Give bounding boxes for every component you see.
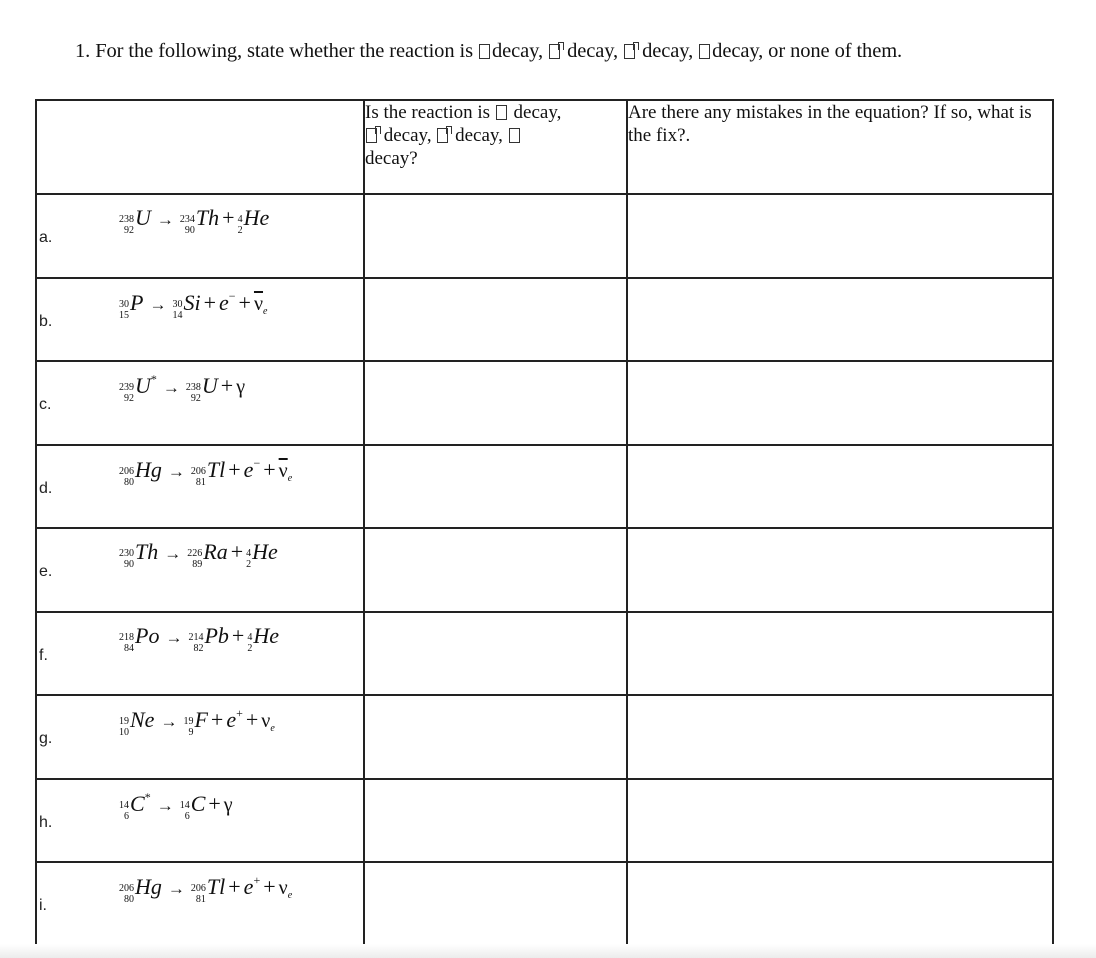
arrow-icon: → [156, 210, 174, 229]
missing-glyph-box [699, 44, 710, 59]
decay-word-last: decay, or none of them. [712, 40, 903, 62]
equation-cell [36, 278, 364, 362]
missing-glyph-box [366, 128, 377, 143]
answer-decay-type-cell[interactable] [364, 695, 627, 779]
arrow-icon: → [167, 879, 185, 898]
equation-cell [36, 445, 364, 529]
answer-mistakes-cell[interactable] [627, 278, 1053, 362]
nuclide: 234 90 Th [179, 205, 220, 236]
nuclide: 214 82 Pb [188, 622, 229, 654]
electron: e [243, 456, 254, 482]
nuclide: 19 10 Ne [119, 707, 155, 738]
arrow-icon: → [165, 627, 183, 647]
answer-decay-type-cell[interactable] [364, 528, 627, 612]
nuclear-equation: 230 90 Th → 226 89 Ra + 4 2 He [119, 539, 278, 570]
header-row [36, 100, 1053, 194]
missing-glyph-box [437, 128, 448, 143]
reaction-row [36, 528, 1053, 612]
row-label: e. [39, 563, 53, 580]
nuclide: 4 2 He [237, 205, 270, 236]
equation-cell [36, 361, 364, 445]
nuclear-equation: 238 92 U → 234 90 Th + 4 2 He [119, 205, 270, 236]
nuclide: 14 6 C [119, 790, 145, 822]
decay-word: decay, [492, 40, 544, 62]
answer-decay-type-cell[interactable] [364, 278, 627, 362]
answer-mistakes-cell[interactable] [627, 862, 1053, 946]
answer-decay-type-cell[interactable] [364, 862, 627, 946]
equation-cell [36, 194, 364, 278]
answer-mistakes-cell[interactable] [627, 445, 1053, 529]
reaction-row [36, 445, 1053, 529]
missing-glyph-box [479, 44, 490, 59]
answer-mistakes-cell[interactable] [627, 695, 1053, 779]
nuclear-equation: 19 10 Ne → 19 9 $F + e^+ + \nu_e$ [119, 706, 275, 738]
answer-mistakes-cell[interactable] [627, 194, 1053, 278]
arrow-icon: → [160, 712, 178, 731]
answer-decay-type-cell[interactable] [364, 194, 627, 278]
answer-mistakes-cell[interactable] [627, 779, 1053, 863]
header-mistakes: Are there any mistakes in the equation? If so, what is the fix?. [627, 100, 1053, 194]
question-number: 1. [75, 40, 91, 62]
electron: e [226, 707, 237, 732]
question-prompt [75, 40, 902, 63]
equation-cell [36, 528, 364, 612]
row-label: h. [39, 813, 53, 831]
answer-decay-type-cell[interactable] [364, 779, 627, 863]
nuclide: 4 2 He [247, 622, 279, 654]
nuclide: 238 92 U [185, 373, 218, 404]
answer-mistakes-cell[interactable] [627, 528, 1053, 612]
answer-mistakes-cell[interactable] [627, 612, 1053, 696]
worksheet-table [35, 99, 1054, 947]
nuclide: 30 15 P [119, 289, 144, 321]
nuclide: 206 81 Tl [190, 874, 226, 905]
reaction-row [36, 862, 1053, 946]
equation-cell [36, 612, 364, 696]
gamma: γ [236, 376, 246, 398]
neutrino: $\overline{\nu}$ [278, 459, 288, 482]
arrow-icon: → [164, 544, 182, 563]
nuclide: 206 81 Tl [190, 456, 226, 488]
nuclide: 30 14 Si [172, 289, 201, 321]
row-label: b. [39, 312, 53, 330]
row-label: c. [39, 396, 52, 413]
row-label: i. [39, 897, 47, 914]
question-text: For the following, state whether the reaction is [95, 40, 473, 62]
missing-glyph-box [549, 44, 560, 59]
nuclide: 218 84 Po [119, 622, 160, 654]
nuclide: 239 92 U [119, 373, 151, 404]
nuclide: 238 92 U [119, 205, 151, 236]
nuclide: 4 2 He [246, 539, 278, 570]
equation-cell [36, 779, 364, 863]
row-label: a. [39, 229, 53, 246]
row-label: d. [39, 479, 53, 497]
arrow-icon: → [162, 378, 180, 397]
row-label: f. [39, 646, 48, 664]
nuclide: 230 90 Th [119, 539, 159, 570]
electron: e [243, 874, 254, 899]
arrow-icon: → [167, 461, 185, 481]
row-label: g. [39, 730, 53, 747]
equation-cell [36, 695, 364, 779]
reaction-row [36, 361, 1053, 445]
nuclide: 19 9 F [183, 707, 208, 738]
missing-glyph-box [624, 44, 635, 59]
nuclear-equation: 218 84 Po → 214 82 Pb + 4 2 He [119, 622, 279, 654]
reaction-row [36, 612, 1053, 696]
header-decay-type: Is the reaction is decay, decay, decay, decay? [364, 100, 627, 194]
reaction-row [36, 695, 1053, 779]
nuclide: 206 80 Hg [119, 874, 162, 905]
neutrino: $\overline{\nu}$ [253, 292, 264, 315]
nuclear-equation: 206 80 Hg → 206 81 $Tl + e^+ + \nu_e$ [119, 873, 293, 905]
decay-word: decay, [567, 40, 619, 62]
electron: e [219, 289, 229, 315]
decay-word: decay, [642, 40, 694, 62]
answer-decay-type-cell[interactable] [364, 445, 627, 529]
answer-decay-type-cell[interactable] [364, 612, 627, 696]
gamma: γ [223, 793, 233, 816]
reaction-row [36, 194, 1053, 278]
reaction-row [36, 779, 1053, 863]
arrow-icon: → [156, 795, 174, 815]
nuclear-equation: 30 15 P → 30 14 $Si + e^- + \overline{\nu}_e$ [119, 288, 268, 321]
neutrino: ν [261, 710, 271, 732]
equation-cell [36, 862, 364, 946]
nuclear-equation: 206 80 Hg → 206 81 $Tl + e^- + \overline{\nu}_e$ [119, 455, 293, 488]
nuclide: 206 80 Hg [119, 456, 162, 488]
neutrino: ν [278, 877, 288, 899]
nuclear-equation: 14 6 C* → 14 6 C + γ [119, 789, 233, 822]
missing-glyph-box [509, 128, 520, 143]
page-bottom-shadow [0, 944, 1096, 958]
answer-decay-type-cell[interactable] [364, 361, 627, 445]
reaction-row [36, 278, 1053, 362]
missing-glyph-box [496, 105, 507, 120]
nuclide: 226 89 Ra [187, 539, 228, 570]
nuclear-equation: 239 92 U* → 238 92 U + γ [119, 372, 246, 404]
answer-mistakes-cell[interactable] [627, 361, 1053, 445]
nuclide: 14 6 C [179, 790, 206, 822]
header-empty-cell [36, 100, 364, 194]
arrow-icon: → [149, 294, 167, 314]
